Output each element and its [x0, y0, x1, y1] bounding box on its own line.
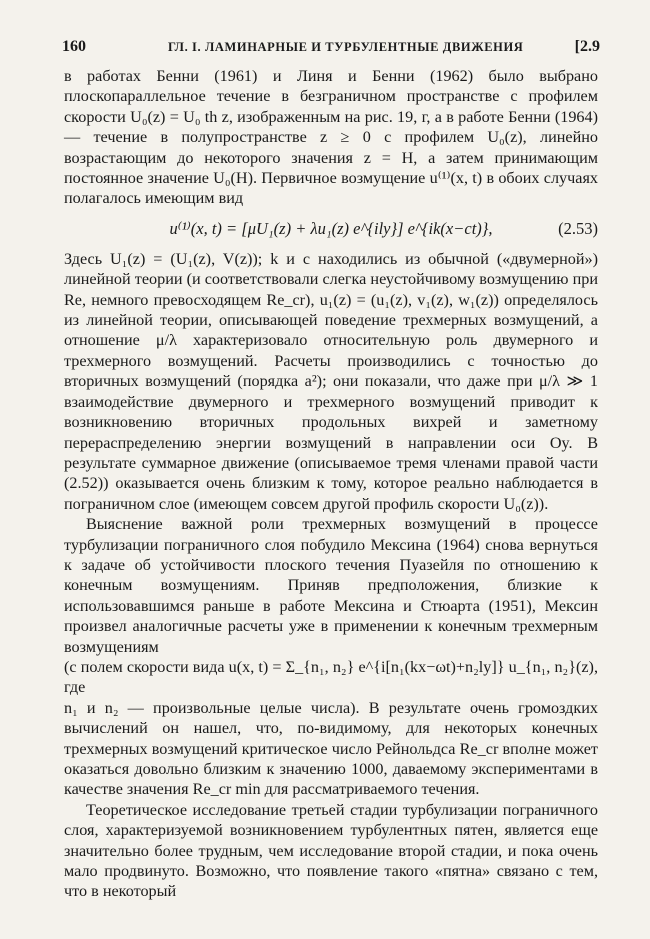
section-number: [2.9	[574, 38, 600, 55]
paragraph-5: Теоретическое исследование третьей стадии турбулизации пограничного слоя, характеризуемой возникновением турбулентных пятен, является еще значительно более трудным, чем исследование второй стадии, и пока очень мало продвинуто. Возможно, что появление такого «пятна» связано с тем, что в некоторый	[64, 800, 598, 901]
running-header	[58, 38, 610, 62]
paragraph-3: Выяснение важной роли трехмерных возмущений в процессе турбулизации пограничного слоя побудило Мексина (1964) снова вернуться к задаче об устойчивости плоского течения Пуазейля по отношению к конечным возмущениям. Приняв предположения, близкие к использовавшимся раньше в работе Мексина и Стюарта (1951), Мексин произвел аналогичные расчеты уже в применении к конечным трехмерным возмущениям	[64, 515, 598, 656]
paragraph-1: в работах Бенни (1961) и Линя и Бенни (1962) было выбрано плоскопараллельное течение в безграничном пространстве с профилем скорости U₀(z) = U₀ th z, изображенным на рис. 19, г, а в работе Бенни (1964) — течение в полупространстве z ≥ 0 с профилем U₀(z), линейно возрастающим до некоторого значения z = H, а затем принимающим постоянное значение U₀(H). Первичное возмущение u⁽¹⁾(x, t) в обоих случаях полагалось имеющим вид	[64, 67, 598, 208]
page-number: 160	[62, 38, 86, 55]
body-text	[64, 66, 598, 902]
chapter-title: ГЛ. I. ЛАМИНАРНЫЕ И ТУРБУЛЕНТНЫЕ ДВИЖЕНИЯ	[168, 40, 524, 54]
equation-body: u⁽¹⁾(x, t) = [μU₁(z) + λu₁(z) e^{ily}] e^{ik(x−ct)},	[169, 218, 493, 238]
velocity-field-formula: (с полем скорости вида u(x, t) = Σ_{n₁, n₂} e^{i[n₁(kx−ωt)+n₂ly]} u_{n₁, n₂}(z), где	[64, 657, 598, 697]
equation-2-53	[64, 209, 598, 249]
paragraph-4: n₁ и n₂ — произвольные целые числа). В результате очень громоздких вычислений он нашел, что, по-видимому, для некоторых конечных трехмерных возмущений критическое число Рейнольдса Re_cr вполне может оказаться довольно близким к значению 1000, даваемому экспериментами в качестве значения Re_cr min для рассматриваемого течения.	[64, 698, 598, 799]
paragraph-2: Здесь U₁(z) = (U₁(z), V(z)); k и c находились из обычной («двумерной») линейной теории (и соответствовали слегка неустойчивому возмущению при Re, немного превосходящем Re_cr), u₁(z) = (u₁(z), v₁(z), w₁(z)) определялось из линейной теории, описывающей поведение трехмерных возмущений, а отношение μ/λ характеризовало относительную роль двумерного и трехмерного возмущений. Расчеты производились с точностью до вторичных возмущений (порядка a²); они показали, что даже при μ/λ ≫ 1 взаимодействие двумерного и трехмерного возмущений приводит к возникновению вторичных продольных вихрей и заметному перераспределению энергии возмущений в направлении оси Oy. В результате суммарное движение (описываемое тремя членами правой части (2.52)) оказывается очень близким к тому, которое реально наблюдается в пограничном слое (имеющем совсем другой профиль скорости U₀(z)).	[64, 249, 598, 513]
equation-number: (2.53)	[558, 218, 598, 238]
